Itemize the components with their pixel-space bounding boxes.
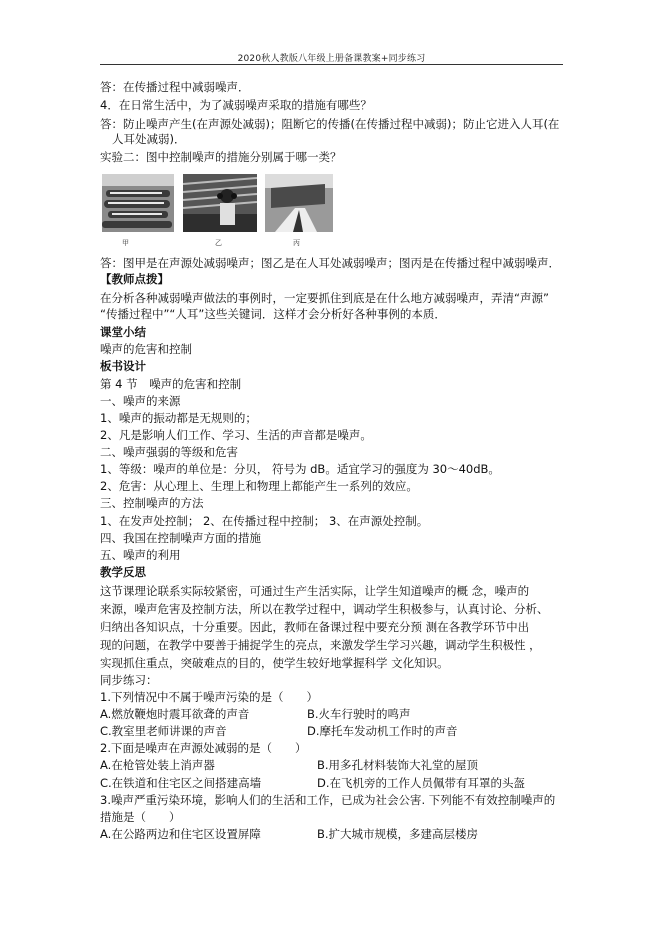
road-barrier-image [265,174,333,232]
header-rule [100,64,563,65]
figure-caption-jia: 甲 [122,239,129,247]
board-heading: 板书设计 [100,359,146,373]
reflection-line: 实现抓住重点，突破难点的目的，使学生较好地掌握科学 文化知识。 [100,656,449,670]
worker-earmuffs-image [183,174,257,232]
figure-answer: 答：图甲是在声源处减弱噪声；图乙是在人耳处减弱噪声；图丙是在传播过程中减弱噪声． [100,256,560,270]
board-line: 1、噪声的振动都是无规则的； [100,411,257,425]
q1-option-a: A.燃放鞭炮时震耳欲聋的声音 [100,707,250,721]
board-line: 1、在发声处控制； 2、在传播过程中控制； 3、在声源处控制。 [100,514,429,528]
board-line: 2、凡是影响人们工作、学习、生活的声音都是噪声。 [100,428,372,442]
summary-text: 噪声的危害和控制 [100,342,192,356]
figure-caption-yi: 乙 [215,239,222,247]
q2-option-c: C.在铁道和住宅区之间搭建高墙 [100,776,262,790]
reflection-line: 归纳出各知识点，十分重要。因此，教师在备课过程中要充分预 测在各教学环节中出 [100,620,530,634]
board-line: 2、危害：从心理上、生理上和物理上都能产生一系列的效应。 [100,479,418,493]
teacher-tips-heading: 【教师点拨】 [100,272,169,286]
answer-text: 答：在传播过程中减弱噪声． [100,80,250,94]
board-line: 四、我国在控制噪声方面的措施 [100,531,261,545]
teacher-tips-line2: “传播过程中”“人耳”这些关键词．这样才会分析好各种事例的本质． [100,307,446,321]
board-line: 五、噪声的利用 [100,548,181,562]
board-line: 第 4 节 噪声的危害和控制 [100,377,242,391]
q2-option-d: D.在飞机旁的工作人员佩带有耳罩的头盔 [317,776,526,790]
question-1-stem: 1.下列情况中不属于噪声污染的是（ ） [100,690,318,704]
answer-4-line2: 人耳处减弱)． [112,132,186,146]
q2-option-b: B.用多孔材料装饰大礼堂的屋顶 [317,758,479,772]
teacher-tips-line1: 在分析各种减弱噪声做法的事例时，一定要抓住到底是在什么地方减弱噪声，弄清“声源” [100,291,549,305]
summary-heading: 课堂小结 [100,325,146,339]
practice-heading: 同步练习： [100,673,158,687]
question-2-stem: 2.下面是噪声在声源处减弱的是（ ） [100,741,307,755]
figure-caption-bing: 丙 [293,239,300,247]
q1-option-b: B.火车行驶时的鸣声 [307,707,411,721]
question-4: 4．在日常生活中，为了减弱噪声采取的措施有哪些？ [100,98,372,112]
board-line: 1、等级：噪声的单位是：分贝， 符号为 dB。适宜学习的强度为 30～40dB。 [100,462,500,476]
experiment-2-question: 实验二：图中控制噪声的措施分别属于哪一类？ [100,150,342,164]
reflection-line: 来源，噪声危害及控制方法，所以在教学过程中，调动学生积极参与，认真讨论、分析、 [100,602,549,616]
reflection-line: 这节课理论联系实际较紧密，可通过生产生活实际，让学生知道噪声的概 念，噪声的 [100,584,530,598]
q1-option-d: D.摩托车发动机工作时的声音 [307,724,458,738]
answer-4-line1: 答：防止噪声产生(在声源处减弱)；阻断它的传播(在传播过程中减弱)；防止它进入人耳(在 [100,117,560,131]
q3-option-b: B.扩大城市规模，多建高层楼房 [317,827,479,841]
page-header: 2020秋人教版八年级上册备课教案+同步练习 [237,54,426,64]
question-3-stem-line2: 措施是（ ） [100,810,181,824]
reflection-heading: 教学反思 [100,565,146,579]
pipe-muffler-image [102,174,174,232]
q2-option-a: A.在枪管处装上消声器 [100,758,215,772]
board-line: 三、控制噪声的方法 [100,496,204,510]
board-line: 一、噪声的来源 [100,394,181,408]
reflection-line: 现的问题，在教学中要善于捕捉学生的亮点，来激发学生学习兴趣，调动学生积极性 ， [100,638,541,652]
q3-option-a: A.在公路两边和住宅区设置屏障 [100,827,261,841]
board-line: 二、噪声强弱的等级和危害 [100,445,238,459]
q1-option-c: C.教室里老师讲课的声音 [100,724,227,738]
question-3-stem-line1: 3.噪声严重污染环境，影响人们的生活和工作，已成为社会公害. 下列能不有效控制噪声的 [100,793,556,807]
